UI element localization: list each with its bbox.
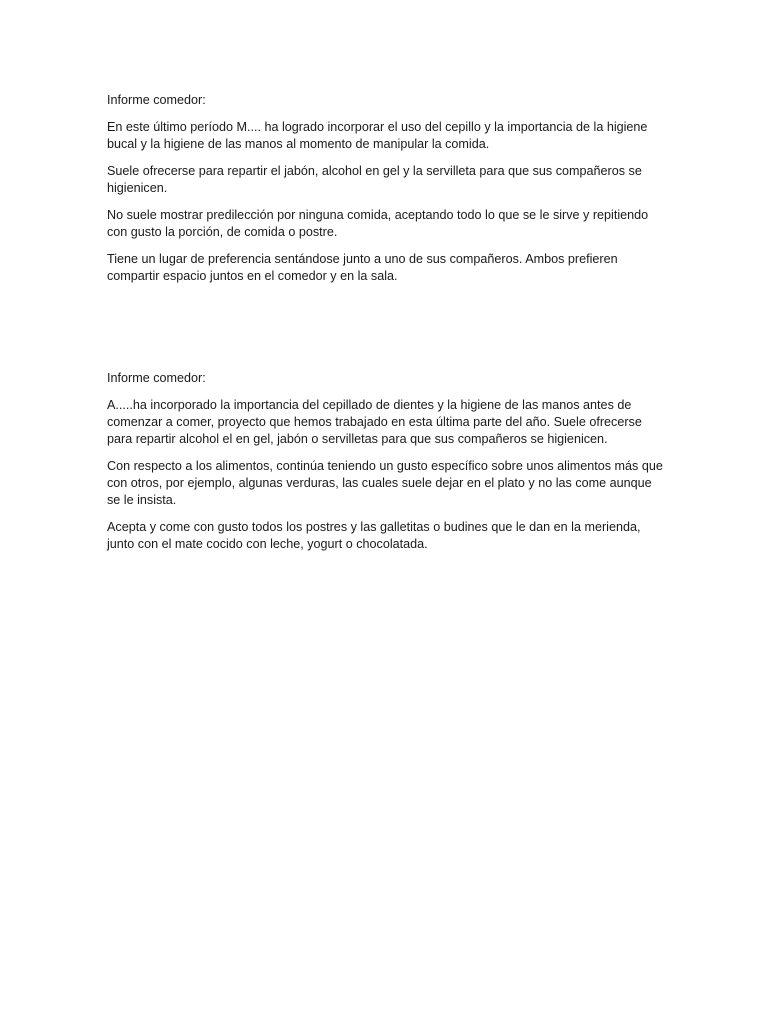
report-paragraph: Con respecto a los alimentos, continúa teniendo un gusto específico sobre unos alimentos más que con otros, por ejemplo, algunas verduras, las cuales suele dejar en el plato y no las come aunque se le insista. — [107, 459, 663, 507]
report-paragraph: Acepta y come con gusto todos los postres y las galletitas o budines que le dan en la merienda, junto con el mate cocido con leche, yogurt o chocolatada. — [107, 520, 641, 551]
report-paragraph: Tiene un lugar de preferencia sentándose junto a uno de sus compañeros. Ambos prefieren compartir espacio juntos en el comedor y en la sala. — [107, 252, 618, 283]
report-paragraph: En este último período M.... ha logrado incorporar el uso del cepillo y la importancia de la higiene bucal y la higiene de las manos al momento de manipular la comida. — [107, 120, 648, 151]
report-paragraph: No suele mostrar predilección por ninguna comida, aceptando todo lo que se le sirve y repitiendo con gusto la porción, de comida o postre. — [107, 208, 649, 239]
report-paragraph: Suele ofrecerse para repartir el jabón, alcohol en gel y la servilleta para que sus compañeros se higienicen. — [107, 164, 642, 195]
report-section-2 — [107, 370, 667, 563]
report-section-1 — [107, 92, 667, 295]
report-title: Informe comedor: — [107, 93, 206, 107]
report-title: Informe comedor: — [107, 371, 206, 385]
report-paragraph: A.....ha incorporado la importancia del cepillado de dientes y la higiene de las manos antes de comenzar a comer, proyecto que hemos trabajado en esta última parte del año. Suele ofrecerse para repartir alcohol el en gel, jabón o servilletas para que sus compañeros se higienicen. — [107, 398, 642, 446]
